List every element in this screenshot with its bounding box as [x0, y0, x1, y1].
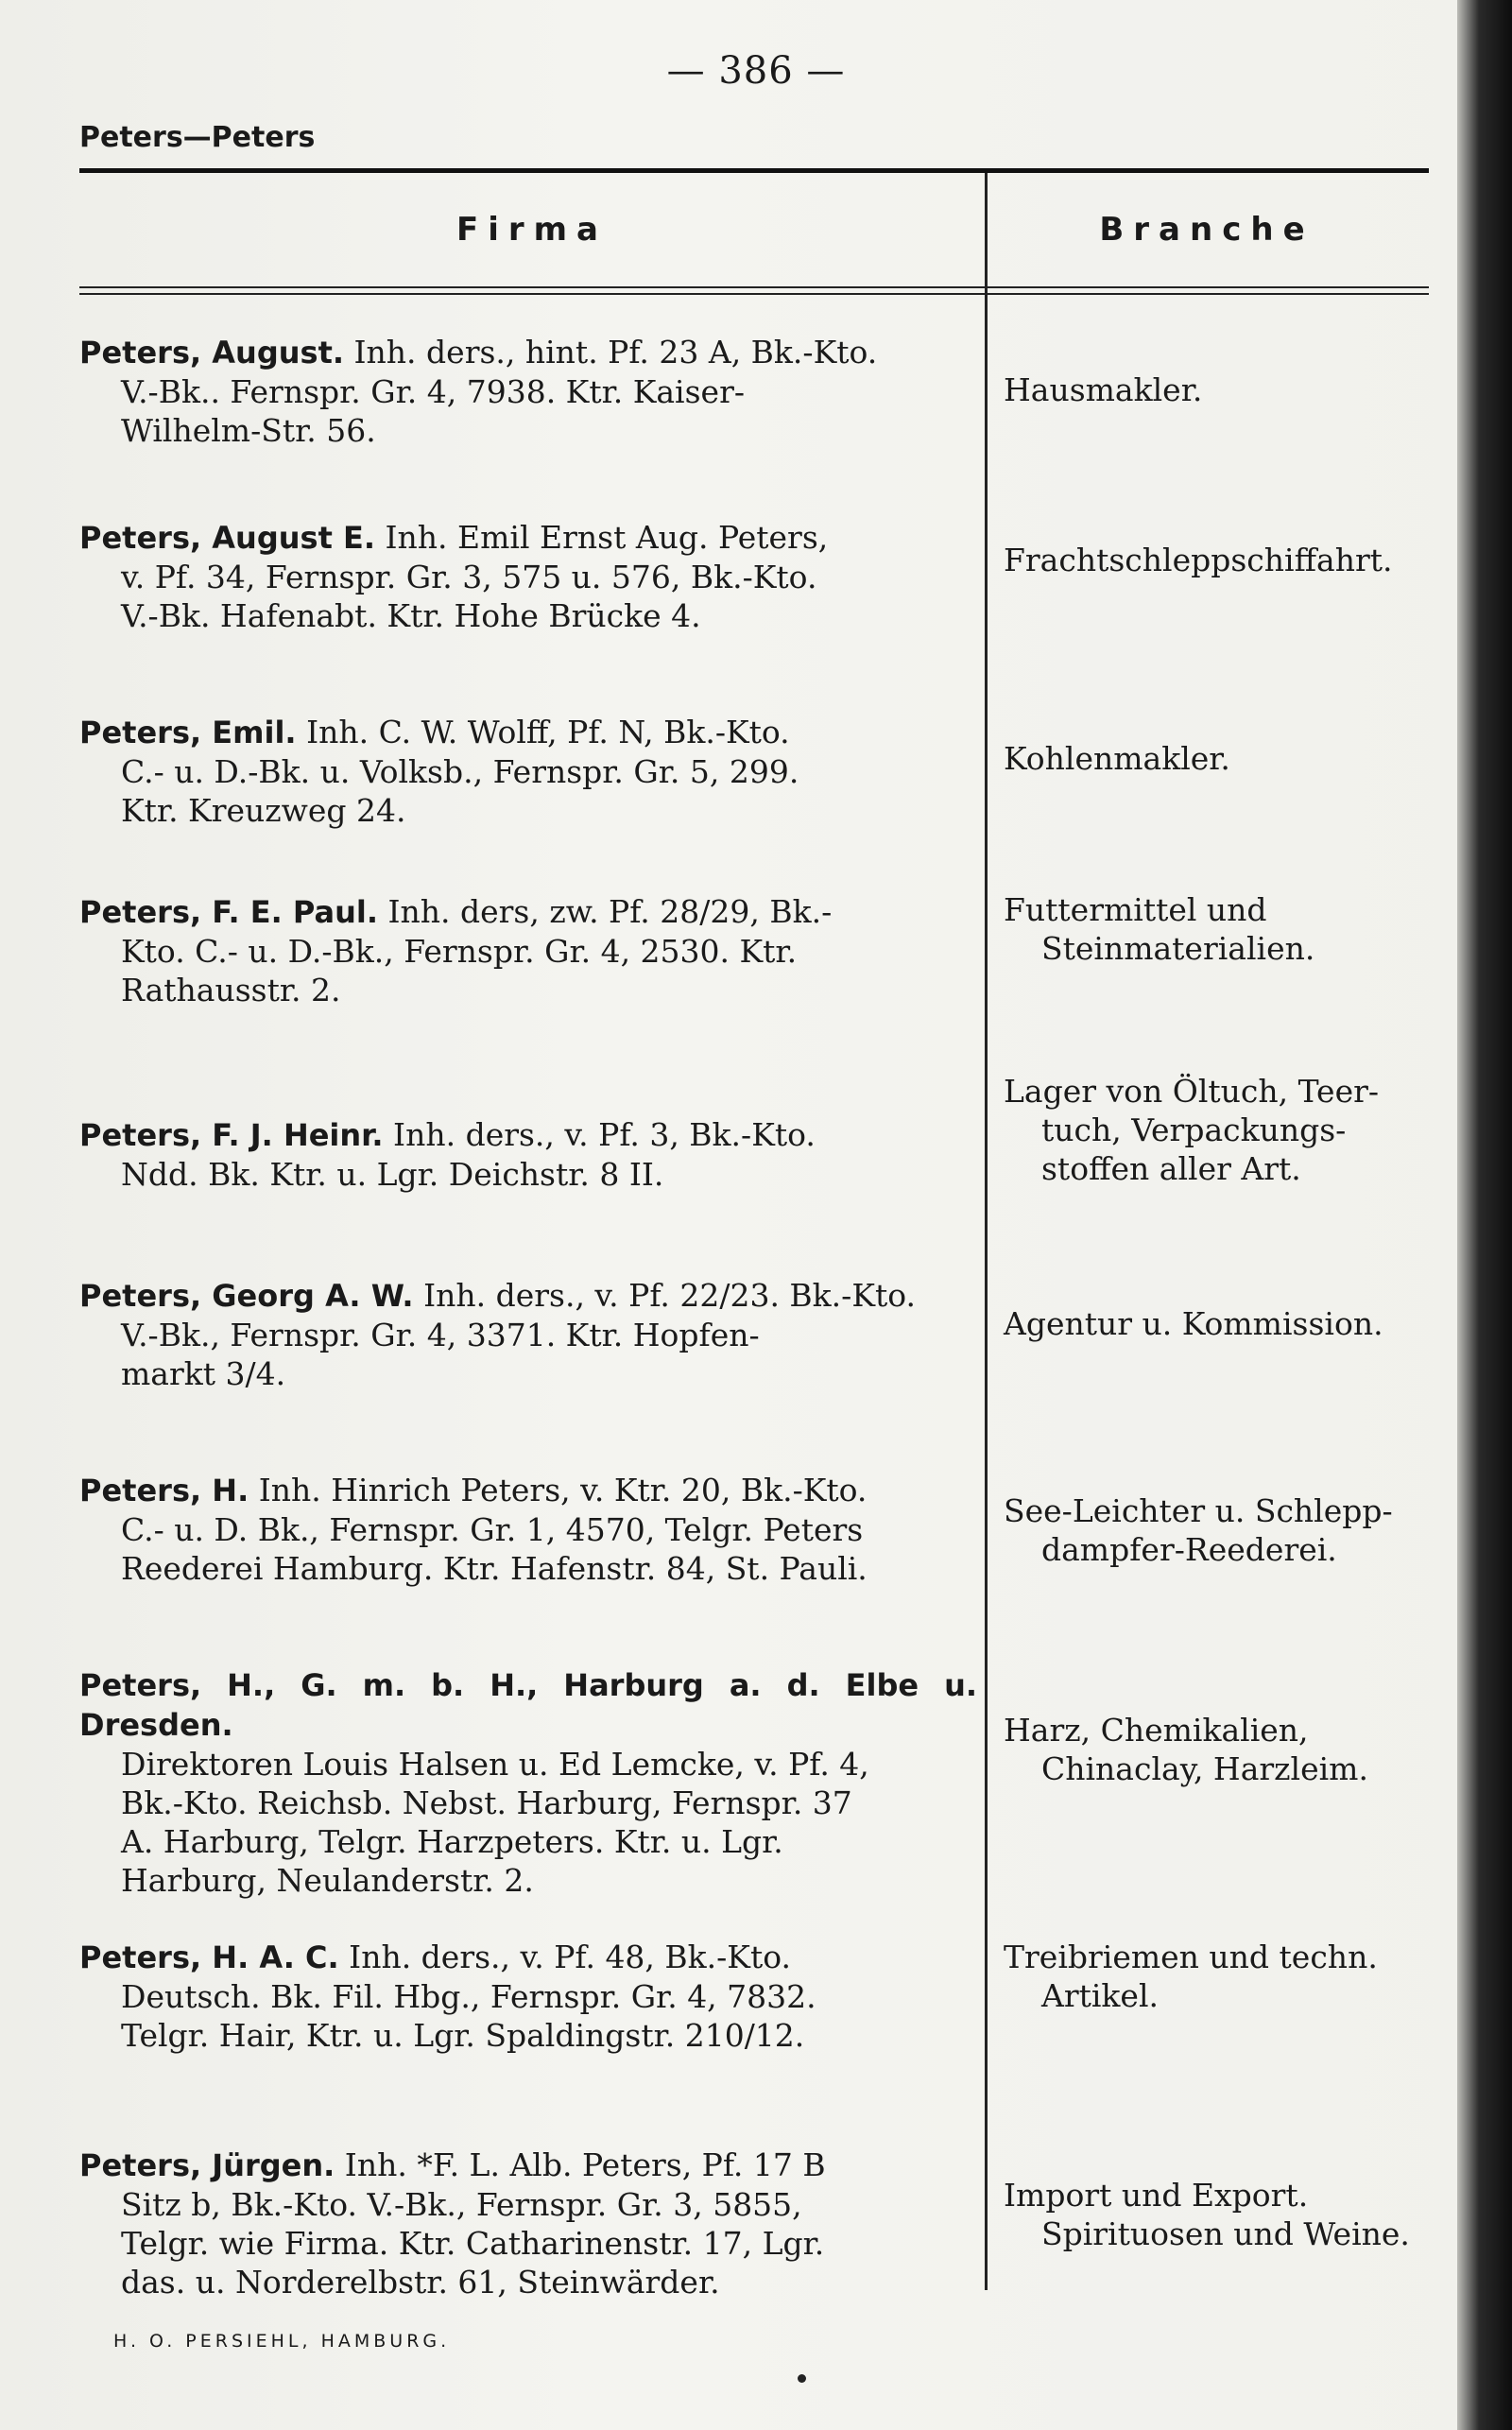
branche-entry	[1004, 1072, 1457, 1188]
branche-line: Frachtschleppschiffahrt.	[1004, 542, 1393, 578]
page-number: — 386 —	[666, 49, 846, 93]
firma-entry	[79, 1938, 977, 2055]
column-header-branche: Branche	[1099, 211, 1314, 249]
entry-name: Peters, August.	[79, 335, 345, 371]
branche-entry	[1004, 1304, 1457, 1343]
entry-line: Inh. ders., hint. Pf. 23 A, Bk.-Kto.	[353, 334, 878, 371]
entry-line: Telgr. wie Firma. Ktr. Catharinenstr. 17, Lgr.	[121, 2225, 825, 2262]
column-divider	[985, 173, 988, 2290]
branche-line: dampfer-Reederei.	[1041, 1531, 1337, 1568]
branche-line: Import und Export.	[1004, 2177, 1309, 2214]
branche-entry	[1004, 1491, 1457, 1569]
entry-line: Telgr. Hair, Ktr. u. Lgr. Spaldingstr. 210/12.	[121, 2017, 805, 2054]
entry-line: Rathausstr. 2.	[121, 972, 341, 1008]
entry-line: Inh. *F. L. Alb. Peters, Pf. 17 B	[344, 2146, 826, 2183]
entry-line: Ndd. Bk. Ktr. u. Lgr. Deichstr. 8 II.	[121, 1156, 664, 1193]
branche-line: Hausmakler.	[1004, 371, 1203, 408]
page-edge-shadow	[1457, 0, 1512, 2430]
entry-line: markt 3/4.	[121, 1355, 286, 1392]
firma-entry	[79, 518, 977, 635]
header-rule-lower	[79, 293, 1429, 295]
entry-line: Inh. Hinrich Peters, v. Ktr. 20, Bk.-Kto.	[258, 1472, 868, 1508]
entry-name: Peters, H. A. C.	[79, 1939, 339, 1975]
branche-entry	[1004, 2176, 1457, 2253]
branche-line: Spirituosen und Weine.	[1041, 2215, 1410, 2252]
branche-entry	[1004, 739, 1457, 778]
branche-line: Harz, Chemikalien,	[1004, 1712, 1309, 1749]
firma-entry	[79, 2146, 977, 2301]
firma-entry	[79, 333, 977, 450]
entry-line: Inh. ders, zw. Pf. 28/29, Bk.-	[387, 893, 833, 930]
firma-entry	[79, 1665, 977, 1900]
header-rule-upper	[79, 286, 1429, 288]
entry-line: Harburg, Neulanderstr. 2.	[121, 1862, 534, 1899]
table-header	[79, 173, 1429, 286]
branche-line: Steinmaterialien.	[1041, 930, 1315, 967]
entry-line: Inh. ders., v. Pf. 22/23. Bk.-Kto.	[423, 1277, 917, 1314]
entry-line: Direktoren Louis Halsen u. Ed Lemcke, v. Pf. 4,	[121, 1746, 869, 1783]
firma-entry	[79, 892, 977, 1009]
branche-line: stoffen aller Art.	[1041, 1150, 1301, 1187]
entry-name: Peters, F. J. Heinr.	[79, 1117, 384, 1153]
printer-imprint: H. O. PERSIEHL, HAMBURG.	[113, 2331, 451, 2352]
branche-entry	[1004, 371, 1457, 409]
branche-entry	[1004, 541, 1457, 579]
column-header-firma: Firma	[455, 211, 609, 249]
firma-entry	[79, 1276, 977, 1393]
entry-line: A. Harburg, Telgr. Harzpeters. Ktr. u. Lgr.	[121, 1823, 783, 1860]
entry-line: C.- u. D. Bk., Fernspr. Gr. 1, 4570, Telgr. Peters	[121, 1511, 864, 1548]
entry-line: Wilhelm-Str. 56.	[121, 412, 376, 449]
entry-line: V.-Bk.. Fernspr. Gr. 4, 7938. Ktr. Kaiser-	[121, 373, 745, 410]
entry-name: Peters, H.	[79, 1473, 249, 1508]
entry-line: V.-Bk. Hafenabt. Ktr. Hohe Brücke 4.	[121, 597, 701, 634]
entry-line: Inh. Emil Ernst Aug. Peters,	[385, 519, 829, 556]
entry-name: Peters, H., G. m. b. H., Harburg a. d. Elbe u. Dresden.	[79, 1667, 977, 1743]
branche-entry	[1004, 1711, 1457, 1788]
ink-dot	[798, 2374, 806, 2383]
branche-line: Treibriemen und techn.	[1004, 1939, 1378, 1975]
branche-line: Futtermittel und	[1004, 891, 1267, 928]
entry-name: Peters, F. E. Paul.	[79, 894, 378, 930]
entry-line: Deutsch. Bk. Fil. Hbg., Fernspr. Gr. 4, 7832.	[121, 1978, 816, 2015]
firma-entry	[79, 1115, 977, 1194]
branche-line: Agentur u. Kommission.	[1004, 1305, 1383, 1342]
branche-line: Artikel.	[1041, 1977, 1159, 2014]
firma-entry	[79, 713, 977, 830]
entry-line: Inh. C. W. Wolff, Pf. N, Bk.-Kto.	[306, 714, 790, 750]
branche-line: Chinaclay, Harzleim.	[1041, 1750, 1368, 1787]
entry-line: Inh. ders., v. Pf. 3, Bk.-Kto.	[393, 1116, 816, 1153]
entry-name: Peters, Emil.	[79, 715, 297, 750]
firma-entry	[79, 1471, 977, 1588]
entry-name: Peters, Jürgen.	[79, 2147, 335, 2183]
branche-entry	[1004, 1938, 1457, 2015]
entry-line: v. Pf. 34, Fernspr. Gr. 3, 575 u. 576, Bk.-Kto.	[121, 559, 817, 595]
entry-name: Peters, Georg A. W.	[79, 1278, 414, 1314]
entry-line: C.- u. D.-Bk. u. Volksb., Fernspr. Gr. 5, 299.	[121, 753, 799, 790]
entry-line: V.-Bk., Fernspr. Gr. 4, 3371. Ktr. Hopfen-	[121, 1317, 760, 1353]
branche-line: See-Leichter u. Schlepp-	[1004, 1492, 1393, 1529]
running-head: Peters—Peters	[79, 121, 316, 154]
entry-line: Reederei Hamburg. Ktr. Hafenstr. 84, St. Pauli.	[121, 1550, 868, 1587]
entry-name: Peters, August E.	[79, 520, 376, 556]
entry-line: Inh. ders., v. Pf. 48, Bk.-Kto.	[349, 1939, 791, 1975]
branche-line: Kohlenmakler.	[1004, 740, 1230, 777]
entry-line: Ktr. Kreuzweg 24.	[121, 792, 406, 829]
entry-line: Bk.-Kto. Reichsb. Nebst. Harburg, Fernspr. 37	[121, 1784, 852, 1821]
branche-entry	[1004, 890, 1457, 968]
branche-line: tuch, Verpackungs-	[1041, 1112, 1347, 1148]
entry-line: Kto. C.- u. D.-Bk., Fernspr. Gr. 4, 2530. Ktr.	[121, 933, 798, 970]
entry-line: das. u. Norderelbstr. 61, Steinwärder.	[121, 2264, 720, 2301]
branche-line: Lager von Öltuch, Teer-	[1004, 1073, 1380, 1110]
entry-line: Sitz b, Bk.-Kto. V.-Bk., Fernspr. Gr. 3, 5855,	[121, 2186, 802, 2223]
